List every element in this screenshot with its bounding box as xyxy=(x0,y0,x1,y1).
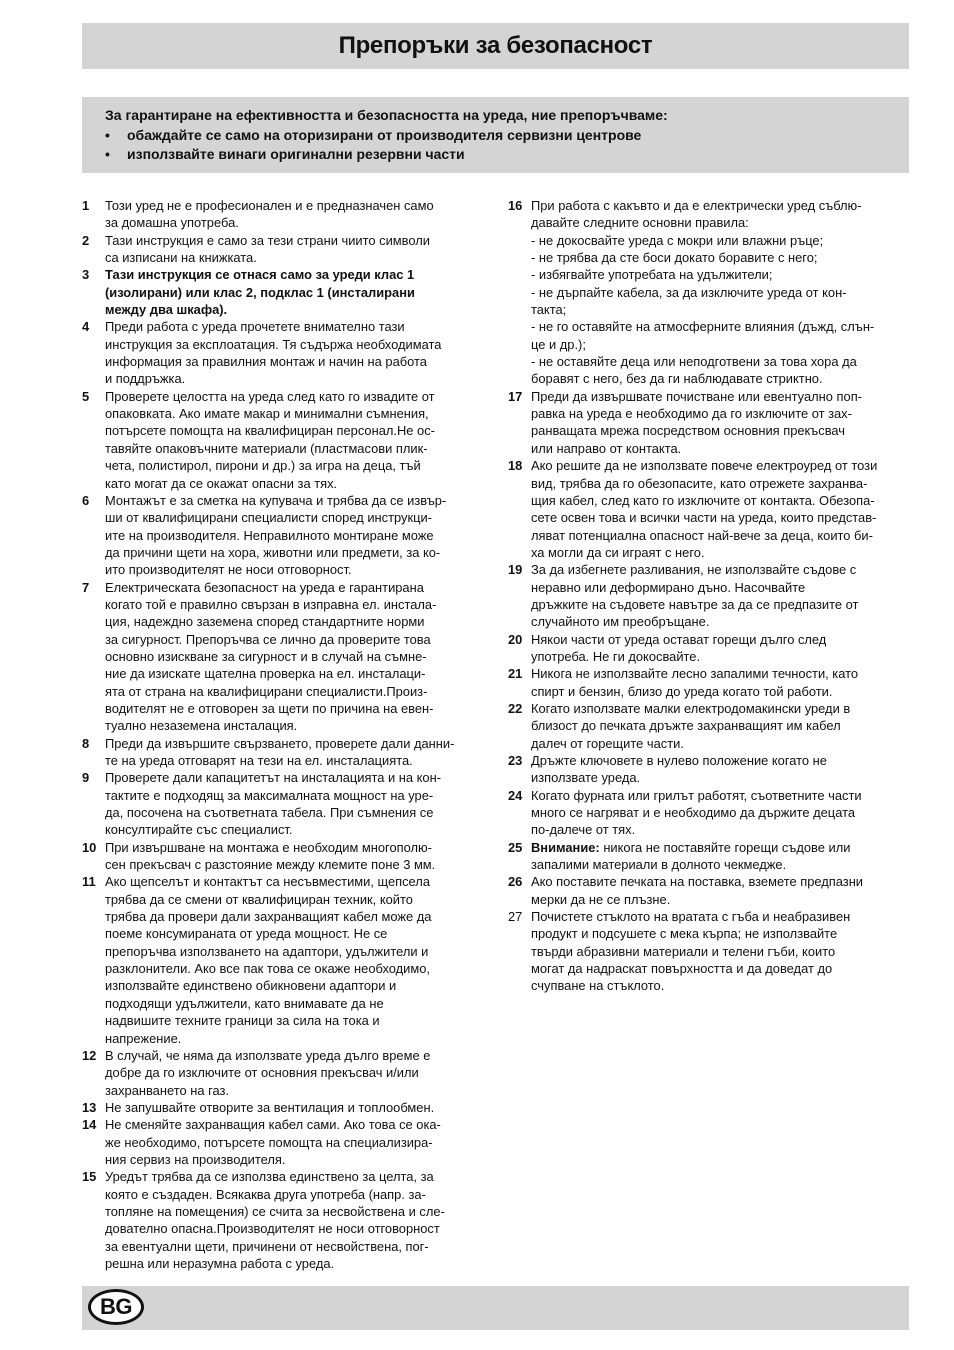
footer-bar xyxy=(82,1286,909,1330)
text-line: ите на производителя. Неправилното монтиране може xyxy=(105,527,434,543)
text-line: употреба. Не ги докосвайте. xyxy=(531,648,701,664)
item-number: 12 xyxy=(82,1047,97,1063)
text-line: боравят с него, без да ги наблюдавате стриктно. xyxy=(531,371,823,387)
list-item xyxy=(508,787,909,839)
item-text xyxy=(531,787,909,839)
text-line: трябва да провери дали захранващият кабел може да xyxy=(105,909,432,925)
text-line: - избягвайте употребата на удължители; xyxy=(531,267,773,283)
list-item xyxy=(82,1168,482,1272)
text-line: - не го оставяйте на атмосферните влияния (дъжд, слън- xyxy=(531,319,875,335)
text-line: ята от страна на квалифицирани специалисти.Произ- xyxy=(105,683,428,699)
text-line: поеме консумираната от уреда мощност. Не се xyxy=(105,926,388,942)
text-line: добре да го изключите от основния прекъсвач и/или xyxy=(105,1065,419,1081)
text-line: - не дърпайте кабела, за да изключите уреда от кон- xyxy=(531,284,847,300)
text-line: опаковката. Ако имате макар и минимални съмнения, xyxy=(105,406,429,422)
list-item xyxy=(82,735,482,770)
list-item xyxy=(82,1099,482,1116)
list-item xyxy=(508,561,909,630)
item-number: 15 xyxy=(82,1169,97,1185)
list-item xyxy=(82,873,482,1046)
text-line: решна или неразумна работа с уреда. xyxy=(105,1255,335,1271)
text-line: много се нагряват и е необходимо да държите децата xyxy=(531,805,856,821)
intro-heading: За гарантиране на ефективността и безопасността на уреда, ние препоръчваме: xyxy=(105,107,668,123)
text-line: давайте следните основни правила: xyxy=(531,215,749,231)
item-number: 8 xyxy=(82,735,90,751)
list-item xyxy=(82,579,482,735)
item-number: 10 xyxy=(82,839,97,855)
text-line: Уредът трябва да се използва единствено за целта, за xyxy=(105,1169,434,1185)
text-line: неравно или деформирано дъно. Насочвайте xyxy=(531,579,806,595)
text-line: Тази инструкция е само за тези страни чиито символи xyxy=(105,232,430,248)
text-line: продукт и подсушете с мека кърпа; не използвайте xyxy=(531,926,838,942)
item-text xyxy=(105,492,482,579)
text-line: Този уред не е професионален и е предназначен само xyxy=(105,198,434,213)
text-line: трябва да се смени от квалифициран техник, който xyxy=(105,891,413,907)
text-line: такта; xyxy=(531,302,567,318)
item-number: 27 xyxy=(508,909,523,925)
item-number: 13 xyxy=(82,1099,97,1115)
bullet-symbol: • xyxy=(105,126,110,143)
text-line-rest: никога не поставяйте горещи съдове или xyxy=(599,839,851,855)
item-text xyxy=(531,839,909,874)
text-line: - не докосвайте уреда с мокри или влажни ръце; xyxy=(531,232,824,248)
item-text xyxy=(105,197,482,232)
item-text xyxy=(105,1168,482,1272)
text-line: Проверете дали капацитетът на инсталацията и на кон- xyxy=(105,770,442,786)
text-line: за сигурност. Препоръчва се лично да проверите това xyxy=(105,631,431,647)
text-line: щия кабел, след като го изключите от контакта. Обезопа- xyxy=(531,492,875,508)
text-line: която е създаден. Всякаква друга употреба (напр. за- xyxy=(105,1186,426,1202)
text-line: случайното им преобръщане. xyxy=(531,614,710,630)
item-text xyxy=(531,665,909,700)
text-line: използвайте единствено обикновени адаптори и xyxy=(105,978,397,994)
text-line: твърди абразивни материали и телени гъби, които xyxy=(531,943,836,959)
item-number: 18 xyxy=(508,458,523,474)
text-line: между два шкафа). xyxy=(105,302,228,318)
item-lead: Внимание: xyxy=(531,839,600,855)
text-line: Не сменяйте захранващия кабел сами. Ако това се ока- xyxy=(105,1117,441,1133)
text-line: или направо от контакта. xyxy=(531,440,682,456)
text-line: далеч от горещите части. xyxy=(531,735,684,751)
text-line: чета, полистирол, пирони и др.) за игра на деца, тъй xyxy=(105,458,421,474)
intro-box xyxy=(82,97,909,173)
text-line: Не запушвайте отворите за вентилация и топлообмен. xyxy=(105,1099,435,1115)
item-text xyxy=(531,388,909,457)
item-number: 6 xyxy=(82,492,90,508)
item-text xyxy=(105,735,482,770)
item-text xyxy=(531,631,909,666)
text-line: по-далече от тях. xyxy=(531,822,636,838)
text-line: консултирайте със специалист. xyxy=(105,822,293,838)
text-line: Тази инструкция се отнася само за уреди клас 1 xyxy=(105,267,415,283)
item-text xyxy=(105,873,482,1046)
list-item xyxy=(508,631,909,666)
text-line: Ако щепселът и контактът са несъвместими, щепсела xyxy=(105,874,430,890)
text-line: В случай, че няма да използвате уреда дълго време е xyxy=(105,1047,431,1063)
list-item xyxy=(82,1047,482,1099)
item-number: 11 xyxy=(82,874,96,890)
item-text xyxy=(531,457,909,561)
list-item xyxy=(82,769,482,838)
right-column xyxy=(508,197,909,995)
text-line: да, посочена на съответната табела. При съмнения се xyxy=(105,805,434,821)
text-line xyxy=(531,839,909,856)
text-line: - не оставяйте деца или неподготвени за това хора да xyxy=(531,354,857,370)
list-item xyxy=(508,700,909,752)
list-item xyxy=(82,318,482,387)
text-line: Ако поставите печката на поставка, вземете предпазни xyxy=(531,874,864,890)
text-line: це и др.); xyxy=(531,336,586,352)
item-text xyxy=(105,1047,482,1099)
text-line: разклонители. Ако все пак това се окаже необходимо, xyxy=(105,961,430,977)
text-line: за домашна употреба. xyxy=(105,215,239,231)
item-number: 2 xyxy=(82,232,90,248)
text-line: водителят не е отговорен за щети по причина на евен- xyxy=(105,700,434,716)
list-item xyxy=(508,457,909,561)
text-line: могат да надраскат повърхността и да доведат до xyxy=(531,961,833,977)
text-line: Ако решите да не използвате повече електроуред от този xyxy=(531,458,878,474)
text-line: Електрическата безопасност на уреда е гарантирана xyxy=(105,579,424,595)
list-item xyxy=(82,388,482,492)
text-line: туално незаземена инсталация. xyxy=(105,718,298,734)
intro-bullet xyxy=(105,145,909,165)
text-line: да причини щети на хора, животни или предмети, за ко- xyxy=(105,544,441,560)
intro-bullet xyxy=(105,126,909,146)
list-item xyxy=(508,665,909,700)
item-number: 20 xyxy=(508,631,523,647)
text-line: мерки да не се плъзне. xyxy=(531,891,671,907)
left-column xyxy=(82,197,482,1272)
list-item xyxy=(508,839,909,874)
item-text xyxy=(105,266,482,318)
text-line: - не трябва да сте боси докато боравите с него; xyxy=(531,250,818,266)
text-line: инструкция за експлоатация. Тя съдържа необходимата xyxy=(105,336,442,352)
item-number: 26 xyxy=(508,874,523,890)
text-line: основно изискване за сигурност и в случай на съмне- xyxy=(105,648,427,664)
list-item xyxy=(508,873,909,908)
item-text xyxy=(105,1116,482,1168)
item-number: 19 xyxy=(508,562,523,578)
text-line: сен прекъсвач с разстояние между клемите поне 3 мм. xyxy=(105,857,436,873)
list-item xyxy=(82,492,482,579)
item-number: 1 xyxy=(82,198,90,213)
text-line: ния сервиз на производителя. xyxy=(105,1151,286,1167)
text-line: счупване на стъклото. xyxy=(531,978,665,994)
text-line: ляват потенциална опасност най-вече за деца, които би- xyxy=(531,527,873,543)
text-line: надвишите техните граници за сила на тока и xyxy=(105,1013,380,1029)
list-item xyxy=(508,197,909,388)
text-line: запалими материали в долното чекмедже. xyxy=(531,857,787,873)
text-line: топляне на помещения) се счита за несвойствена и сле- xyxy=(105,1203,445,1219)
text-line: информация за правилния монтаж и начин на работа xyxy=(105,354,427,370)
list-item xyxy=(82,839,482,874)
item-number: 3 xyxy=(82,267,90,283)
text-line: и поддръжка. xyxy=(105,371,186,387)
text-line: ши от квалифицирани специалисти според инструкци- xyxy=(105,510,432,526)
text-line: Преди да извършите свързването, проверете дали данни- xyxy=(105,735,455,751)
text-line: дръжките на съдовете навътре за да се предпазите от xyxy=(531,596,859,612)
list-item xyxy=(82,1116,482,1168)
list-item xyxy=(508,388,909,457)
text-line: захранването на газ. xyxy=(105,1082,230,1098)
text-line: те на уреда отговарят на тези на ел. инсталацията. xyxy=(105,753,413,768)
item-number: 17 xyxy=(508,388,523,404)
text-line: напрежение. xyxy=(105,1030,182,1046)
text-line: ито производителят не носи отговорност. xyxy=(105,562,352,578)
text-line: като могат да се окажат опасни за тях. xyxy=(105,475,338,491)
text-line: тактите е подходящ за максималната мощност на уре- xyxy=(105,787,434,803)
text-line: Монтажът е за сметка на купувача и трябва да се извър- xyxy=(105,492,447,508)
text-line: При работа с какъвто и да е електрически уред съблю- xyxy=(531,198,862,213)
text-line: За да избегнете разливания, не използвайте съдове с xyxy=(531,562,857,578)
text-line: за евентуални щети, причинени от несвойствена, пог- xyxy=(105,1238,429,1254)
text-line: Преди да извършвате почистване или евентуално поп- xyxy=(531,388,862,404)
list-item xyxy=(82,232,482,267)
text-line: ция, надеждно заземена според стандартните норми xyxy=(105,614,425,630)
item-text xyxy=(531,561,909,630)
item-number: 14 xyxy=(82,1117,97,1133)
text-line: Дръжте ключовете в нулево положение когато не xyxy=(531,753,827,768)
item-text xyxy=(531,908,909,995)
item-text xyxy=(105,388,482,492)
text-line: сете освен това и всички части на уреда, които представ- xyxy=(531,510,877,526)
text-line: равка на уреда е необходимо да го изключите от зах- xyxy=(531,406,852,422)
text-line: потърсете помощта на квалифициран персонал.Не ос- xyxy=(105,423,435,439)
intro-bullet-text: използвайте винаги оригинални резервни части xyxy=(127,146,465,162)
text-line: При извършване на монтажа е необходим многополю- xyxy=(105,839,432,855)
page-title: Препоръки за безопасност xyxy=(338,32,653,59)
text-line: Преди работа с уреда прочетете внимателно тази xyxy=(105,319,405,335)
text-line: Никога не използвайте лесно запалими течности, като xyxy=(531,666,859,682)
text-line: тавяйте опаковъчните материали (пластмасови плик- xyxy=(105,440,428,456)
item-text xyxy=(531,700,909,752)
item-text xyxy=(105,1099,482,1116)
text-line: Когато фурната или грилът работят, съответните части xyxy=(531,787,862,803)
text-line: са изписани на книжката. xyxy=(105,250,257,266)
list-item xyxy=(82,197,482,232)
item-number: 25 xyxy=(508,839,523,855)
text-line: ранващата мрежа посредством основния прекъсвач xyxy=(531,423,845,439)
text-line: вид, трябва да го обезопасите, като отрежете захранва- xyxy=(531,475,868,491)
item-number: 21 xyxy=(508,666,523,682)
text-line: спирт и бензин, близо до уреда когато той работи. xyxy=(531,683,833,699)
bullet-symbol: • xyxy=(105,146,110,162)
item-text xyxy=(105,839,482,874)
text-line: Проверете целостта на уреда след като го извадите от xyxy=(105,388,435,404)
list-item xyxy=(82,266,482,318)
item-number: 5 xyxy=(82,388,90,404)
text-line: когато той е правилно свързан в изправна ел. инстала- xyxy=(105,596,437,612)
item-number: 9 xyxy=(82,770,90,786)
item-text xyxy=(105,318,482,387)
item-number: 16 xyxy=(508,198,523,213)
item-text xyxy=(531,873,909,908)
text-line: препоръчва използването на адаптори, удължители и xyxy=(105,943,429,959)
item-number: 23 xyxy=(508,753,523,768)
item-number: 22 xyxy=(508,700,523,716)
item-text xyxy=(531,197,909,388)
text-line: Някои части от уреда остават горещи дълго след xyxy=(531,631,827,647)
item-number: 4 xyxy=(82,319,90,335)
title-bar xyxy=(82,23,909,69)
text-line: използвате уреда. xyxy=(531,770,641,786)
list-item xyxy=(508,752,909,787)
item-number: 7 xyxy=(82,579,90,595)
item-text xyxy=(531,752,909,787)
text-line: ха могли да си играят с него. xyxy=(531,544,705,560)
text-line: (изолирани) или клас 2, подклас 1 (инсталирани xyxy=(105,284,415,300)
language-badge: BG xyxy=(88,1289,144,1325)
text-line: подходящи удължители, като внимавате да не xyxy=(105,995,384,1011)
item-text xyxy=(105,579,482,735)
item-text xyxy=(105,232,482,267)
text-line: Почистете стъклото на вратата с гъба и неабразивен xyxy=(531,909,851,925)
text-line: же необходимо, потърсете помощта на специализира- xyxy=(105,1134,433,1150)
list-item xyxy=(508,908,909,995)
item-number: 24 xyxy=(508,787,523,803)
text-line: близост до печката дръжте захранващият им кабел xyxy=(531,718,841,734)
intro-bullet-text: обаждайте се само на оторизирани от производителя сервизни центрове xyxy=(127,126,642,143)
text-line: Когато използвате малки електродомакински уреди в xyxy=(531,700,851,716)
text-line: ние да изискате щателна проверка на ел. инсталаци- xyxy=(105,666,426,682)
item-text xyxy=(105,769,482,838)
text-line: дователно опасна.Производителят не носи отговорност xyxy=(105,1221,440,1237)
